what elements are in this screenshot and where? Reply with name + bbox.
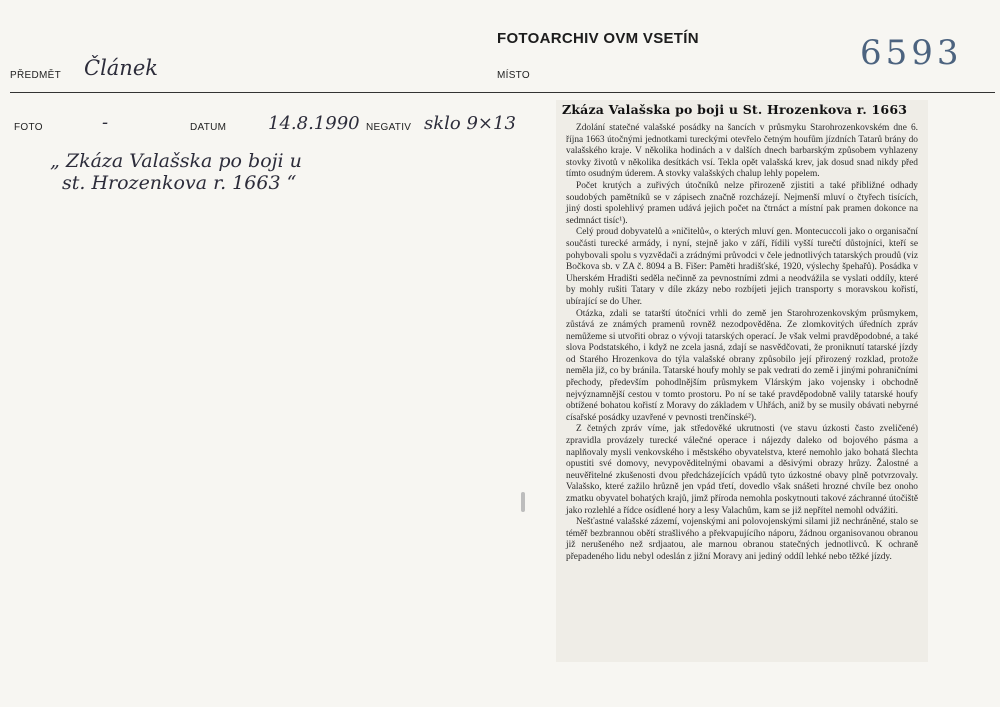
caption-line-1: „ Zkáza Valašska po boji u <box>50 150 302 172</box>
subject-value: Článek <box>84 56 158 80</box>
place-label: MÍSTO <box>497 70 530 81</box>
archive-title: FOTOARCHIV OVM VSETÍN <box>497 30 699 47</box>
date-value: 14.8.1990 <box>268 113 360 134</box>
article-paragraph: Zdolání statečné valašské posádky na šancích v průsmyku Starohrozenkovském dne 6. října 1663 útočnými jednotkami tureckými otevřelo četným houfům jízdních Tatarů brány do valašského kraje. V několika hodinách a v dalších dnech barbarským způsobem vyhlazeny stovky životů v několika desítkách vsí. Tekla opět valašská krev, jak dosud snad nikdy před tímto osudným úderem. A stovky valašských chalup lehly popelem. <box>566 123 918 180</box>
article-title: Zkáza Valašska po boji u St. Hrozenkova r. 1663 <box>562 102 908 117</box>
date-label: DATUM <box>190 122 227 133</box>
header-divider <box>10 92 995 93</box>
photo-value: - <box>102 112 109 133</box>
newspaper-clipping <box>556 100 928 662</box>
article-paragraph: Otázka, zdali se tatarští útočníci vrhli do země jen Starohrozenkovským průsmykem, zůstává ze známých pramenů rovněž nezodpověděna. Ze zlomkovitých úředních zpráv nemůžeme si utvořiti obraz o vývoji tatarských operací. Je však velmi pravděpodobné, a také slova Podstatského, i když ne zcela jasná, zdají se nasvědčovati, že proniknutí tatarské jízdy od Starého Hrozenkova do týla valašské obrany způsobilo její přirozený rozklad, protože neměla již, co by bránila. Tatarské houfy mohly se pak vedrati do země i jinými pohraničními přechody, především pohodlnějším průsmykem Vlárským jako vojensky i obchodně nejvýznamnější cestou v tomto prostoru. Po ní se také pravděpodobně valily tatarské houfy obtížené bohatou kořistí z Moravy do základem v Uhřách, aniž by se musily obávati nebyrné císařské posádky uzavřené v pevnosti trenčínské²). <box>566 308 918 423</box>
article-paragraph: Z četných zpráv víme, jak středověké ukrutnosti (ve stavu úzkosti často zveličené) zpravidla provázely turecké válečné operace i nájezdy daleko od bojového pásma a naplňovaly mysli venkovského i městského obyvatelstva, které nemohlo jako bohatá šlechta opustiti své domovy, nevypověditelnými obavami a děsivými obrazy hrůzy. Žalostné a neuvěřitelné zkušenosti dvou předcházejících vpádů tyto úzkostné obavy plně potvrzovaly. Valašsko, které zažilo hrůzně jen vpád třetí, dovedlo však snášeti hrozné chvíle bez onoho zmatku obyvatel bohatých krajů, jimž příroda nemohla poskytnouti takové záchranné útočiště jako rozlehlé a řídce osídlené hory a lesy Valachům, kam se již nepřítel nemohl odvážiti. <box>566 424 918 516</box>
stamp-number: 6593 <box>860 33 963 73</box>
subject-label: PŘEDMĚT <box>10 70 61 81</box>
negative-label: NEGATIV <box>366 122 412 133</box>
negative-value: sklo 9×13 <box>424 113 516 134</box>
caption-line-2: st. Hrozenkova r. 1663 “ <box>62 172 297 194</box>
photo-label: FOTO <box>14 122 43 133</box>
paper-mark <box>521 492 525 512</box>
article-paragraph: Nešťastné valašské zázemí, vojenskými ani polovojenskými silami již nechráněné, stalo se téměř bezbrannou obětí strašlivého a překvapujícího náporu, žádnou organisovanou obranou již nerušeného než srdjaatou, ale marnou obranou statečných jednotlivců. K ochraně přepadeného lidu nebyl odeslán z jižní Moravy ani jediný oddíl lehké nebo těžké jízdy. <box>566 517 918 562</box>
article-paragraph: Počet krutých a zuřivých útočníků nelze přirozeně zjistiti a také přibližné odhady soudobých pamětníků se v zápisech značně rozcházejí. Nejmenší mluví o čtyřech tisících, jiný dosti spolehlivý pramen udává jejich počet na čtrnáct a místní pak pramen dokonce na sedmnáct tisíc¹). <box>566 180 918 226</box>
article-paragraph: Celý proud dobyvatelů a »ničitelů«, o kterých mluví gen. Montecuccoli jako o organisační součásti turecké armády, i nyní, stejně jako v září, řídili vyšší turečtí důstojníci, kteří se pohybovali spolu s vyzvědači a zrádnými průvodci v čele jednotlivých tatarských proudů (viz Bočkova sb. v ZA č. 8094 a B. Fišer: Paměti hradišťské, 1920, výslechy špehařů). Posádka v Uherském Hradišti seděla nečinně za pevnostními zdmi a neodvážila se vyslati oddíly, které by mohly rušiti Tatary v díle zkázy nebo rozbíjeti jejich transporty s moravskou kořistí, ubírající se do Uher. <box>566 227 918 307</box>
